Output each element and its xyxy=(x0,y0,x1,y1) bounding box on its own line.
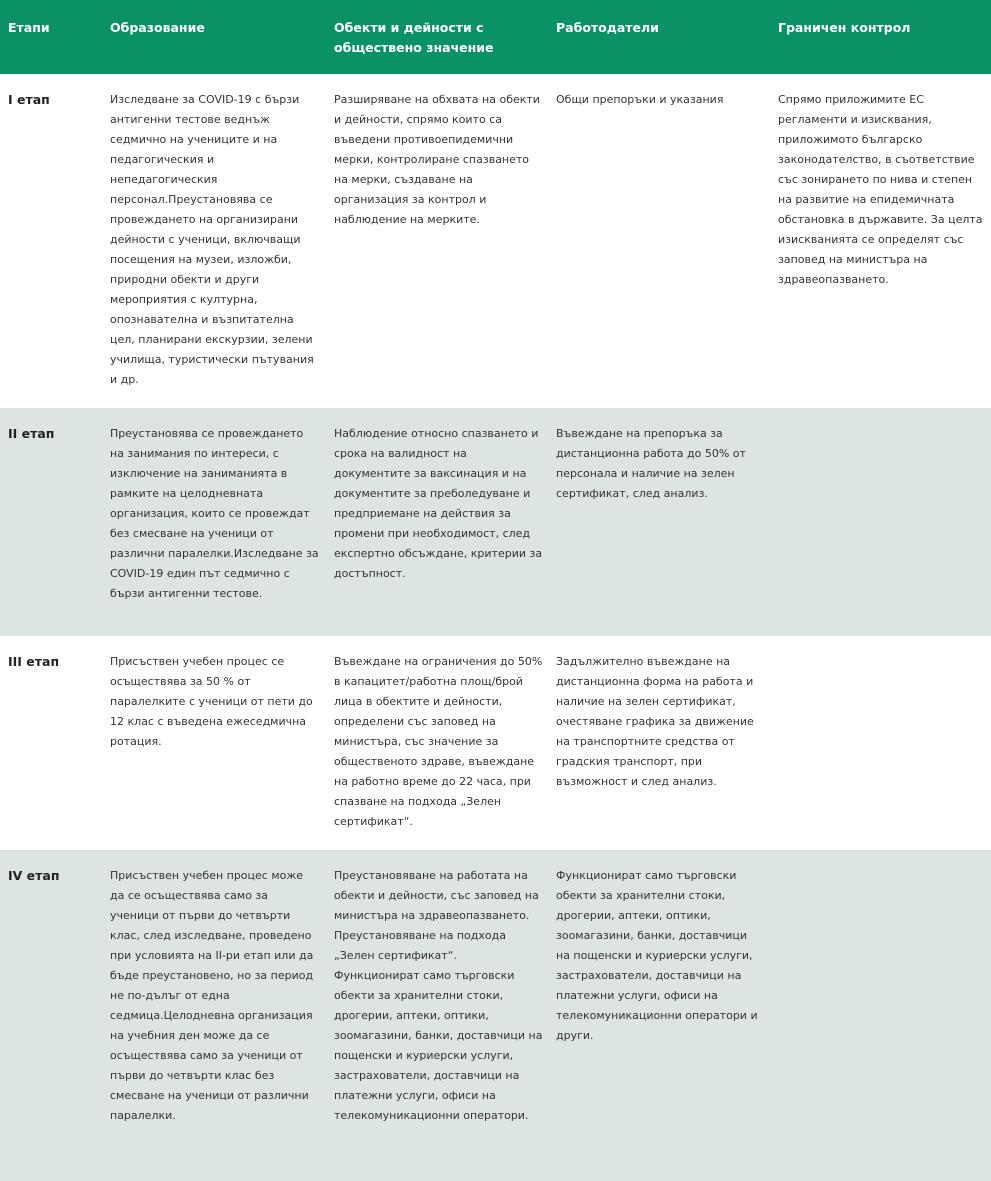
header-border-control: Граничен контрол xyxy=(778,20,911,35)
objects-cell: Наблюдение относно спазването и срока на валидност на документите за ваксинация и на документите за преболедуване и предприемане на действия за промени при необходимост, след експертно обсъждане, критерии за достъпност. xyxy=(334,427,543,580)
table-header xyxy=(0,0,991,74)
table-row xyxy=(0,74,991,408)
objects-cell: Въвеждане на ограничения до 50% в капацитет/работна площ/брой лица в обектите и дейности, определени със заповед на министъра, със значение за общественото здраве, въвеждане на работно време до 22 часа, при спазване на подхода „Зелен сертификат“. xyxy=(334,655,543,828)
employers-cell: Въвеждане на препоръка за дистанционна работа до 50% от персонала и наличие на зелен сертификат, след анализ. xyxy=(556,427,746,500)
employers-cell: Задължително въвеждане на дистанционна форма на работа и наличие на зелен сертификат, очестяване графика за движение на транспортните средства от градския транспорт, при възможност и след анализ. xyxy=(556,655,754,788)
header-employers: Работодатели xyxy=(556,20,659,35)
stage-label: II етап xyxy=(8,426,55,441)
table-row xyxy=(0,408,991,636)
header-objects: Обекти и дейности с обществено значение xyxy=(334,20,494,55)
stage-label: III етап xyxy=(8,654,60,669)
employers-cell: Общи препоръки и указания xyxy=(556,93,724,106)
objects-cell: Разширяване на обхвата на обекти и дейности, спрямо които са въведени противоепидемични мерки, контролиране спазването на мерки, създаване на организация за контрол и наблюдение на мерките. xyxy=(334,93,540,226)
table-row xyxy=(0,636,991,850)
education-cell: Присъствен учебен процес може да се осъществява само за ученици от първи до четвърти клас, след изследване, проведено при условията на II-ри етап или да бъде преустановено, но за период не по-дълъг от една седмица.Целодневна организация на учебния ден може да се осъществява само за ученици от първи до четвърти клас без смесване на ученици от различни паралелки. xyxy=(110,869,314,1122)
table-row xyxy=(0,850,991,1181)
header-education: Образование xyxy=(110,20,205,35)
border-control-cell xyxy=(778,636,986,652)
border-control-cell xyxy=(778,408,986,424)
stage-label: I етап xyxy=(8,92,50,107)
education-cell: Изследване за COVID-19 с бързи антигенни тестове веднъж седмично на учениците и на педагогическия и непедагогическия персонал.Преустановява се провеждането на организирани дейности с ученици, включващи посещения на музеи, изложби, природни обекти и други мероприятия с културна, опознавателна и възпитателна цел, планирани екскурзии, зелени училища, туристически пътувания и др. xyxy=(110,93,314,386)
employers-cell: Функционират само търговски обекти за хранителни стоки, дрогерии, аптеки, оптики, зоомагазини, банки, доставчици на пощенски и куриерски услуги, застрахователи, доставчици на платежни услуги, офиси на телекомуникационни оператори и други. xyxy=(556,869,758,1042)
border-control-cell: Спрямо приложимите ЕС регламенти и изисквания, приложимото българско законодателство, в съответствие със зонирането по нива и степен на развитие на епидемичната обстановка в държавите. За целта изискванията се определят със заповед на министъра на здравеопазването. xyxy=(778,93,983,286)
header-stages: Етапи xyxy=(8,20,50,35)
border-control-cell xyxy=(778,850,986,866)
education-cell: Присъствен учебен процес се осъществява за 50 % от паралелките с ученици от пети до 12 клас с въведена ежеседмична ротация. xyxy=(110,655,313,748)
education-cell: Преустановява се провеждането на занимания по интереси, с изключение на заниманията в рамките на целодневната организация, които се провеждат без смесване на ученици от различни паралелки.Изследване за COVID-19 един път седмично с бързи антигенни тестове. xyxy=(110,427,319,600)
stage-label: IV етап xyxy=(8,868,60,883)
objects-cell: Преустановяване на работата на обекти и дейности, със заповед на министъра на здравеопазването. Преустановяване на подхода „Зелен сертификат“. Функционират само търговски обекти за хранителни стоки, дрогерии, аптеки, оптики, зоомагазини, банки, доставчици на пощенски и куриерски услуги, застрахователи, доставчици на платежни услуги, офиси на телекомуникационни оператори. xyxy=(334,869,543,1122)
